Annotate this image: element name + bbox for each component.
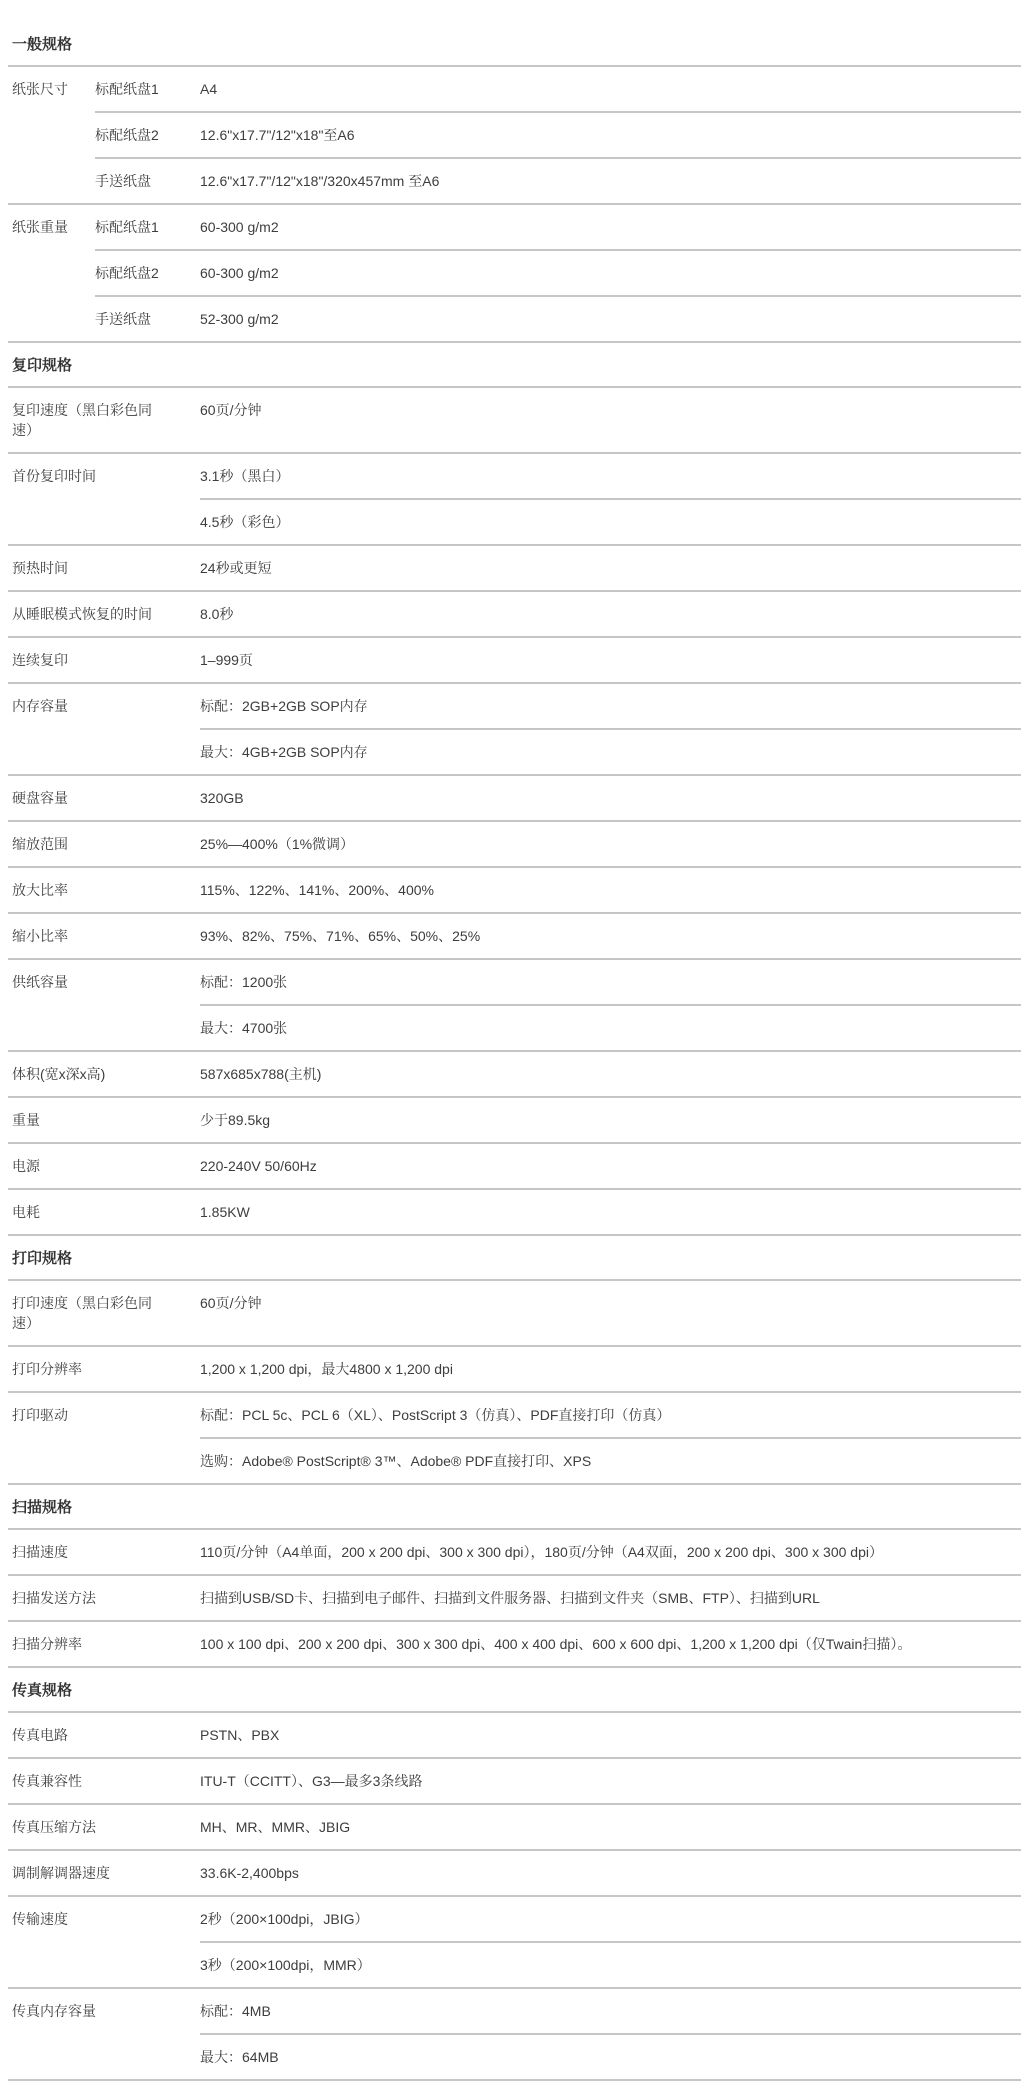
spec-label: 连续复印 [12, 652, 68, 668]
spec-row [8, 388, 1021, 454]
section-title: 传真规格 [8, 1668, 1021, 1713]
spec-value: ITU-T（CCITT）、G3—最多3条线路 [200, 1773, 423, 1789]
spec-section [8, 1668, 1021, 2081]
spec-row [8, 1281, 1021, 1347]
section-title: 复印规格 [8, 343, 1021, 388]
spec-value: MH、MR、MMR、JBIG [200, 1819, 351, 1835]
spec-items [200, 1897, 1021, 1987]
spec-value: 60-300 g/m2 [200, 219, 279, 235]
spec-value: 标配：1200张 [200, 974, 288, 990]
spec-sublabel: 手送纸盘 [95, 311, 151, 327]
spec-value: 标配：2GB+2GB SOP内存 [200, 698, 368, 714]
spec-value: 1.85KW [200, 1204, 250, 1220]
section-title: 扫描规格 [8, 1485, 1021, 1530]
spec-items [200, 1347, 1021, 1391]
spec-items [200, 1989, 1021, 2079]
spec-item [200, 1190, 1021, 1234]
spec-items [200, 822, 1021, 866]
spec-label: 传真内存容量 [12, 2003, 96, 2019]
spec-section [8, 343, 1021, 1236]
spec-value: 115%、122%、141%、200%、400% [200, 882, 434, 898]
spec-items [200, 638, 1021, 682]
spec-row [8, 1190, 1021, 1236]
spec-item [95, 159, 1021, 203]
spec-items [200, 914, 1021, 958]
spec-sublabel: 标配纸盘2 [95, 265, 159, 281]
spec-item [200, 500, 1021, 544]
section-title: 一般规格 [8, 22, 1021, 67]
spec-row [8, 1530, 1021, 1576]
spec-items [200, 454, 1021, 544]
spec-value: 8.0秒 [200, 606, 234, 622]
spec-value: 93%、82%、75%、71%、65%、50%、25% [200, 928, 481, 944]
spec-sublabel: 标配纸盘1 [95, 81, 159, 97]
spec-label: 从睡眠模式恢复的时间 [12, 606, 152, 622]
spec-row [8, 1393, 1021, 1485]
spec-item [200, 1098, 1021, 1142]
spec-label: 扫描发送方法 [12, 1590, 96, 1606]
spec-row [8, 822, 1021, 868]
spec-items [200, 592, 1021, 636]
spec-item [200, 388, 1021, 432]
spec-item [200, 868, 1021, 912]
spec-item [95, 113, 1021, 159]
spec-label: 重量 [12, 1112, 40, 1128]
spec-label: 打印分辨率 [12, 1361, 82, 1377]
spec-section [8, 22, 1021, 343]
spec-label: 体积(宽x深x高) [12, 1066, 106, 1082]
spec-value: PSTN、PBX [200, 1727, 280, 1743]
spec-item [200, 454, 1021, 500]
spec-item [200, 1805, 1021, 1849]
spec-value: 220-240V 50/60Hz [200, 1158, 317, 1174]
spec-value: 587x685x788(主机) [200, 1066, 322, 1082]
spec-row [8, 1989, 1021, 2081]
spec-item [200, 592, 1021, 636]
spec-row [8, 546, 1021, 592]
spec-row [8, 776, 1021, 822]
spec-value: 3秒（200×100dpi，MMR） [200, 1957, 371, 1973]
spec-item [200, 1851, 1021, 1895]
spec-label: 传真电路 [12, 1727, 68, 1743]
spec-items [95, 205, 1021, 341]
spec-row [8, 1897, 1021, 1989]
spec-items [200, 1144, 1021, 1188]
spec-sublabel: 手送纸盘 [95, 173, 151, 189]
spec-items [200, 684, 1021, 774]
spec-label: 电耗 [12, 1204, 40, 1220]
spec-value: 标配：4MB [200, 2003, 271, 2019]
spec-label: 供纸容量 [12, 974, 68, 990]
spec-item [200, 2035, 1021, 2079]
spec-label: 首份复印时间 [12, 468, 96, 484]
spec-row [8, 1052, 1021, 1098]
spec-items [200, 1052, 1021, 1096]
spec-row [8, 1144, 1021, 1190]
spec-item [200, 1006, 1021, 1050]
spec-row [8, 454, 1021, 546]
spec-item [200, 1393, 1021, 1439]
spec-value: 2秒（200×100dpi，JBIG） [200, 1911, 369, 1927]
section-title: 打印规格 [8, 1236, 1021, 1281]
spec-label: 纸张重量 [12, 219, 68, 235]
spec-item [200, 1943, 1021, 1987]
spec-value: 24秒或更短 [200, 560, 272, 576]
spec-item [95, 297, 1021, 341]
spec-items [200, 1713, 1021, 1757]
spec-value: 最大：4700张 [200, 1020, 288, 1036]
spec-label: 放大比率 [12, 882, 68, 898]
spec-items [200, 1622, 1021, 1666]
spec-row [8, 592, 1021, 638]
spec-row [8, 684, 1021, 776]
spec-row [8, 205, 1021, 343]
spec-items [200, 388, 1021, 452]
spec-label: 打印驱动 [12, 1407, 68, 1423]
spec-items [200, 546, 1021, 590]
spec-value: 33.6K-2,400bps [200, 1865, 299, 1881]
spec-value: 60页/分钟 [200, 402, 262, 418]
spec-value: 12.6"x17.7"/12"x18"/320x457mm 至A6 [200, 173, 440, 189]
spec-value: 标配：PCL 5c、PCL 6（XL）、PostScript 3（仿真）、PDF直接打印（仿真） [200, 1407, 671, 1423]
spec-item [95, 67, 1021, 113]
spec-item [200, 1989, 1021, 2035]
spec-item [200, 1759, 1021, 1803]
spec-items [200, 1530, 1021, 1574]
spec-value: 60-300 g/m2 [200, 265, 279, 281]
spec-row [8, 1347, 1021, 1393]
spec-label: 传真压缩方法 [12, 1819, 96, 1835]
spec-row [8, 638, 1021, 684]
spec-label: 传输速度 [12, 1911, 68, 1927]
spec-items [200, 1190, 1021, 1234]
spec-item [200, 1622, 1021, 1666]
spec-items [200, 1759, 1021, 1803]
spec-label: 缩放范围 [12, 836, 68, 852]
spec-value: 最大：4GB+2GB SOP内存 [200, 744, 368, 760]
spec-label: 纸张尺寸 [12, 81, 68, 97]
spec-value: 320GB [200, 790, 244, 806]
spec-item [200, 1144, 1021, 1188]
spec-sublabel: 标配纸盘2 [95, 127, 159, 143]
spec-item [200, 1052, 1021, 1096]
spec-item [200, 1897, 1021, 1943]
spec-value: 少于89.5kg [200, 1112, 271, 1128]
spec-items [200, 1281, 1021, 1345]
spec-item [95, 205, 1021, 251]
spec-item [200, 960, 1021, 1006]
spec-row [8, 1098, 1021, 1144]
spec-section [8, 1236, 1021, 1485]
spec-section [8, 1485, 1021, 1668]
spec-value: 52-300 g/m2 [200, 311, 279, 327]
spec-sublabel: 标配纸盘1 [95, 219, 159, 235]
spec-value: 110页/分钟（A4单面，200 x 200 dpi、300 x 300 dpi），180页/分钟（A4双面，200 x 200 dpi、300 x 300 dpi） [200, 1544, 883, 1560]
spec-row [8, 67, 1021, 205]
spec-label: 扫描速度 [12, 1544, 68, 1560]
spec-label: 电源 [12, 1158, 40, 1174]
spec-label: 扫描分辨率 [12, 1636, 82, 1652]
spec-label: 传真兼容性 [12, 1773, 82, 1789]
spec-row [8, 960, 1021, 1052]
spec-item [200, 822, 1021, 866]
spec-items [200, 776, 1021, 820]
spec-row [8, 1759, 1021, 1805]
spec-label: 打印速度（黑白彩色同速） [12, 1295, 152, 1331]
spec-row [8, 1713, 1021, 1759]
spec-item [200, 1439, 1021, 1483]
spec-sections [8, 22, 1021, 2081]
spec-item [200, 1576, 1021, 1620]
spec-value: 3.1秒（黑白） [200, 468, 290, 484]
spec-row [8, 1851, 1021, 1897]
spec-item [200, 730, 1021, 774]
spec-item [200, 684, 1021, 730]
spec-items [200, 1098, 1021, 1142]
spec-row [8, 1576, 1021, 1622]
spec-value: 60页/分钟 [200, 1295, 262, 1311]
spec-label: 缩小比率 [12, 928, 68, 944]
spec-row [8, 868, 1021, 914]
spec-value: 1,200 x 1,200 dpi，最大4800 x 1,200 dpi [200, 1361, 453, 1377]
spec-items [200, 868, 1021, 912]
spec-item [200, 1281, 1021, 1325]
spec-items [200, 1393, 1021, 1483]
spec-row [8, 1805, 1021, 1851]
spec-value: 4.5秒（彩色） [200, 514, 290, 530]
spec-value: 扫描到USB/SD卡、扫描到电子邮件、扫描到文件服务器、扫描到文件夹（SMB、FTP）、扫描到URL [200, 1590, 820, 1606]
spec-value: 100 x 100 dpi、200 x 200 dpi、300 x 300 dpi、400 x 400 dpi、600 x 600 dpi、1,200 x 1,200 dpi（仅Twain扫描）。 [200, 1636, 912, 1652]
spec-value: 12.6"x17.7"/12"x18"至A6 [200, 127, 355, 143]
spec-value: 最大：64MB [200, 2049, 279, 2065]
spec-value: 1–999页 [200, 652, 253, 668]
spec-item [200, 914, 1021, 958]
spec-items [200, 960, 1021, 1050]
spec-value: 25%—400%（1%微调） [200, 836, 355, 852]
spec-item [200, 638, 1021, 682]
spec-item [200, 1713, 1021, 1757]
spec-label: 预热时间 [12, 560, 68, 576]
spec-item [95, 251, 1021, 297]
spec-items [200, 1851, 1021, 1895]
spec-items [95, 67, 1021, 203]
spec-row [8, 914, 1021, 960]
spec-item [200, 1530, 1021, 1574]
spec-value: 选购：Adobe® PostScript® 3™、Adobe® PDF直接打印、XPS [200, 1453, 592, 1469]
spec-row [8, 1622, 1021, 1668]
spec-label: 调制解调器速度 [12, 1865, 110, 1881]
spec-items [200, 1576, 1021, 1620]
spec-label: 内存容量 [12, 698, 68, 714]
spec-label: 硬盘容量 [12, 790, 68, 806]
spec-item [200, 1347, 1021, 1391]
spec-label: 复印速度（黑白彩色同速） [12, 402, 152, 438]
spec-item [200, 546, 1021, 590]
spec-value: A4 [200, 81, 218, 97]
spec-items [200, 1805, 1021, 1849]
spec-item [200, 776, 1021, 820]
